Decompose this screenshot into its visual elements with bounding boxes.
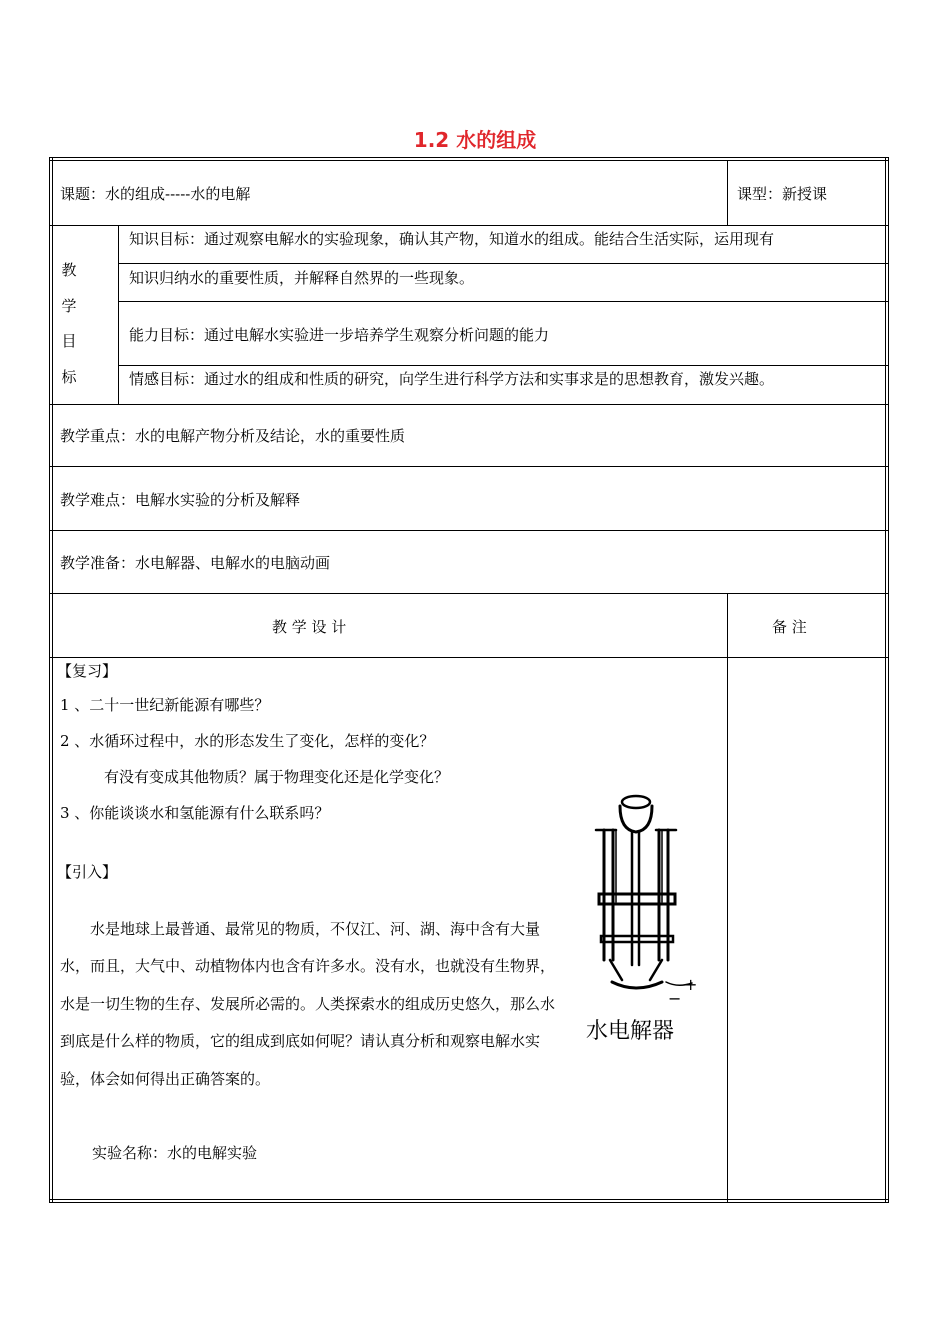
review-question-1: 1 、二十一世纪新能源有哪些？ xyxy=(60,696,270,714)
review-heading: 【复习】 xyxy=(57,662,118,680)
water-electrolyzer-figure xyxy=(582,790,702,1050)
topic-cell: 课题：水的组成-----水的电解 xyxy=(60,185,251,203)
difficulty-cell: 教学难点：电解水实验的分析及解释 xyxy=(60,491,301,509)
objectives-label-char: 学 xyxy=(61,297,77,315)
knowledge-objective-line2: 知识归纳水的重要性质，并解释自然界的一些现象。 xyxy=(129,269,475,287)
ability-objective: 能力目标：通过电解水实验进一步培养学生观察分析问题的能力 xyxy=(129,326,550,344)
objectives-label-char: 目 xyxy=(61,332,77,350)
intro-paragraph: 水是地球上最普通、最常见的物质，不仅江、河、湖、海中含有大量水，而且，大气中、动植物体内也含有许多水。没有水，也就没有生物界，水是一切生物的生存、发展所必需的。人类探索水的组成历史悠久，那么水到底是什么样的物质，它的组成到底如何呢？请认真分析和观察电解水实验，体会如何得出正确答案的。 xyxy=(60,920,556,1088)
page-title: 1.2 水的组成 xyxy=(413,128,537,152)
key-point-cell: 教学重点：水的电解产物分析及结论，水的重要性质 xyxy=(60,427,406,445)
review-question-2: 2 、水循环过程中，水的形态发生了变化，怎样的变化？ xyxy=(60,732,435,750)
experiment-name: 实验名称：水的电解实验 xyxy=(92,1144,258,1162)
review-question-2b: 有没有变成其他物质？属于物理变化还是化学变化？ xyxy=(104,768,450,786)
intro-heading: 【引入】 xyxy=(57,863,118,881)
positive-terminal-label: + xyxy=(684,975,698,994)
objectives-label-char: 标 xyxy=(61,368,77,386)
figure-caption: 水电解器 xyxy=(586,1019,675,1044)
review-question-3: 3 、你能谈谈水和氢能源有什么联系吗？ xyxy=(60,804,330,822)
objectives-label-char: 教 xyxy=(61,261,77,279)
preparation-cell: 教学准备：水电解器、电解水的电脑动画 xyxy=(60,554,331,572)
negative-terminal-label: − xyxy=(668,989,682,1008)
design-header: 教 学 设 计 xyxy=(272,618,347,636)
lesson-type-cell: 课型：新授课 xyxy=(737,185,828,203)
water-electrolyzer-drawing xyxy=(582,790,702,1050)
knowledge-objective-line1: 知识目标：通过观察电解水的实验现象，确认其产物，知道水的组成。能结合生活实际，运用现有 xyxy=(129,230,775,248)
notes-header: 备 注 xyxy=(772,618,807,636)
emotion-objective: 情感目标：通过水的组成和性质的研究，向学生进行科学方法和实事求是的思想教育，激发兴趣。 xyxy=(129,370,775,388)
